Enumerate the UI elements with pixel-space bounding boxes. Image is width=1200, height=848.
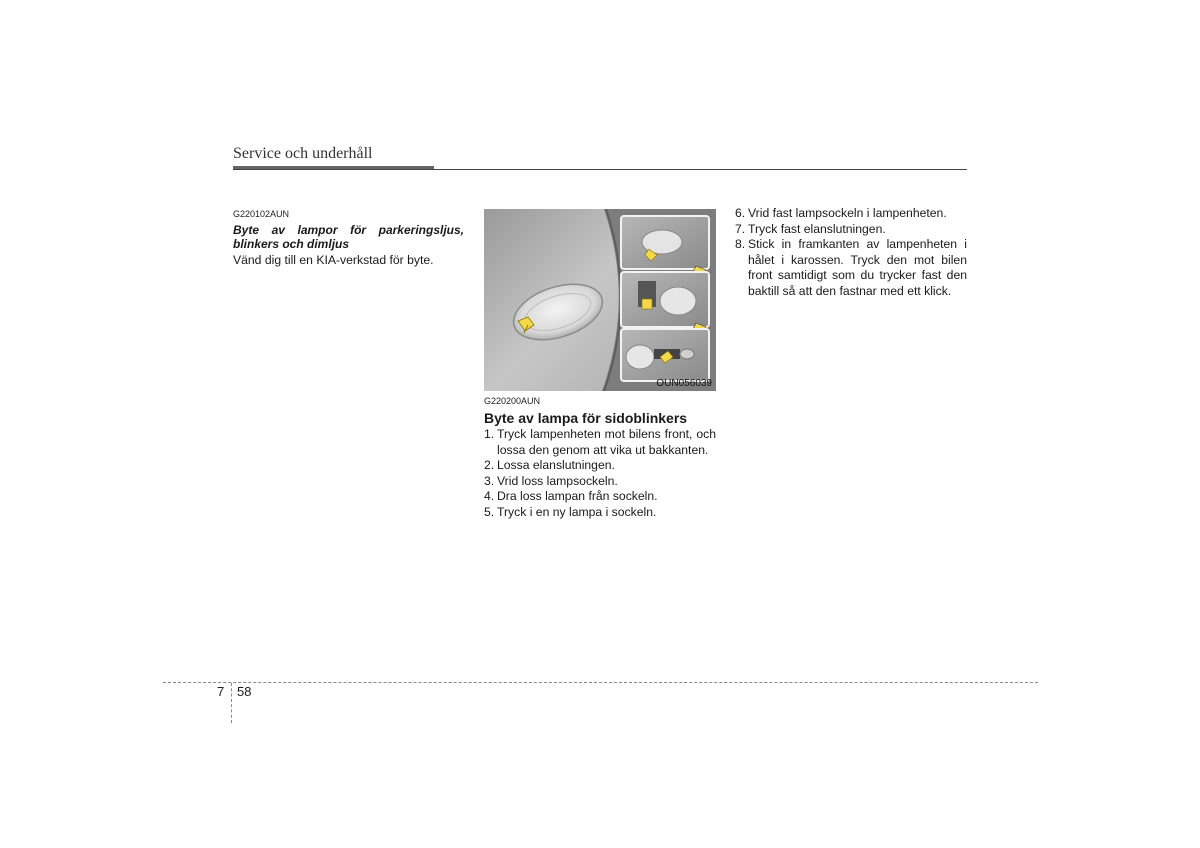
step-text: Vrid fast lampsockeln i lampenheten. [748,206,947,220]
step-number: 8. [735,237,746,251]
right-column [735,206,967,299]
list-item [484,505,716,521]
list-item [735,222,967,238]
footer-divider [231,683,232,723]
step-text: Tryck i en ny lampa i sockeln. [497,504,657,519]
header-rule [233,169,967,170]
left-column [233,209,464,269]
step-number: 3. [484,473,495,488]
side-blinker-illustration [484,209,716,391]
step-text: Lossa elanslutningen. [497,458,615,472]
section-code: G220200AUN [484,396,541,406]
step-text: Vrid loss lampsockeln. [497,473,618,488]
list-item [484,427,716,458]
step-inset-3 [621,329,709,381]
chapter-number: 7 [217,684,225,699]
list-item [735,237,967,299]
side-blinker-figure [484,209,716,391]
body-paragraph: Vänd dig till en KIA-verkstad för byte. [233,253,434,267]
step-inset-2 [621,272,709,327]
section-heading: Byte av lampa för sidoblinkers [484,410,688,426]
instruction-list [484,427,716,520]
step-text: Stick in framkanten av lampenheten i hålet i karossen. Tryck den mot bilen front samtidigt som du trycker fast den baktill så att den fastnar med ett klick. [748,237,967,298]
list-item [484,474,716,490]
section-code: G220102AUN [233,209,290,219]
list-item [484,489,716,505]
list-item [735,206,967,222]
step-text: Dra loss lampan från sockeln. [497,489,658,503]
footer-rule [163,682,1038,683]
middle-column [484,396,716,520]
step-number: 7. [735,221,746,236]
step-number: 1. [484,427,495,441]
step-inset-1 [621,216,709,269]
step-number: 6. [735,206,746,220]
section-title: Service och underhåll [233,145,373,162]
step-number: 5. [484,504,495,519]
step-text: Tryck fast elanslutningen. [748,221,886,236]
page-number: 58 [237,684,252,699]
subsection-title: Byte av lampor för parkeringsljus, blinkers och dimljus [233,223,464,251]
step-text: Tryck lampenheten mot bilens front, och lossa den genom att vika ut bakkanten. [497,427,716,457]
figure-caption: OUN056039 [656,378,712,389]
side-blinker-lamp [507,274,610,350]
list-item [484,458,716,474]
step-number: 2. [484,458,495,472]
step-number: 4. [484,489,495,503]
